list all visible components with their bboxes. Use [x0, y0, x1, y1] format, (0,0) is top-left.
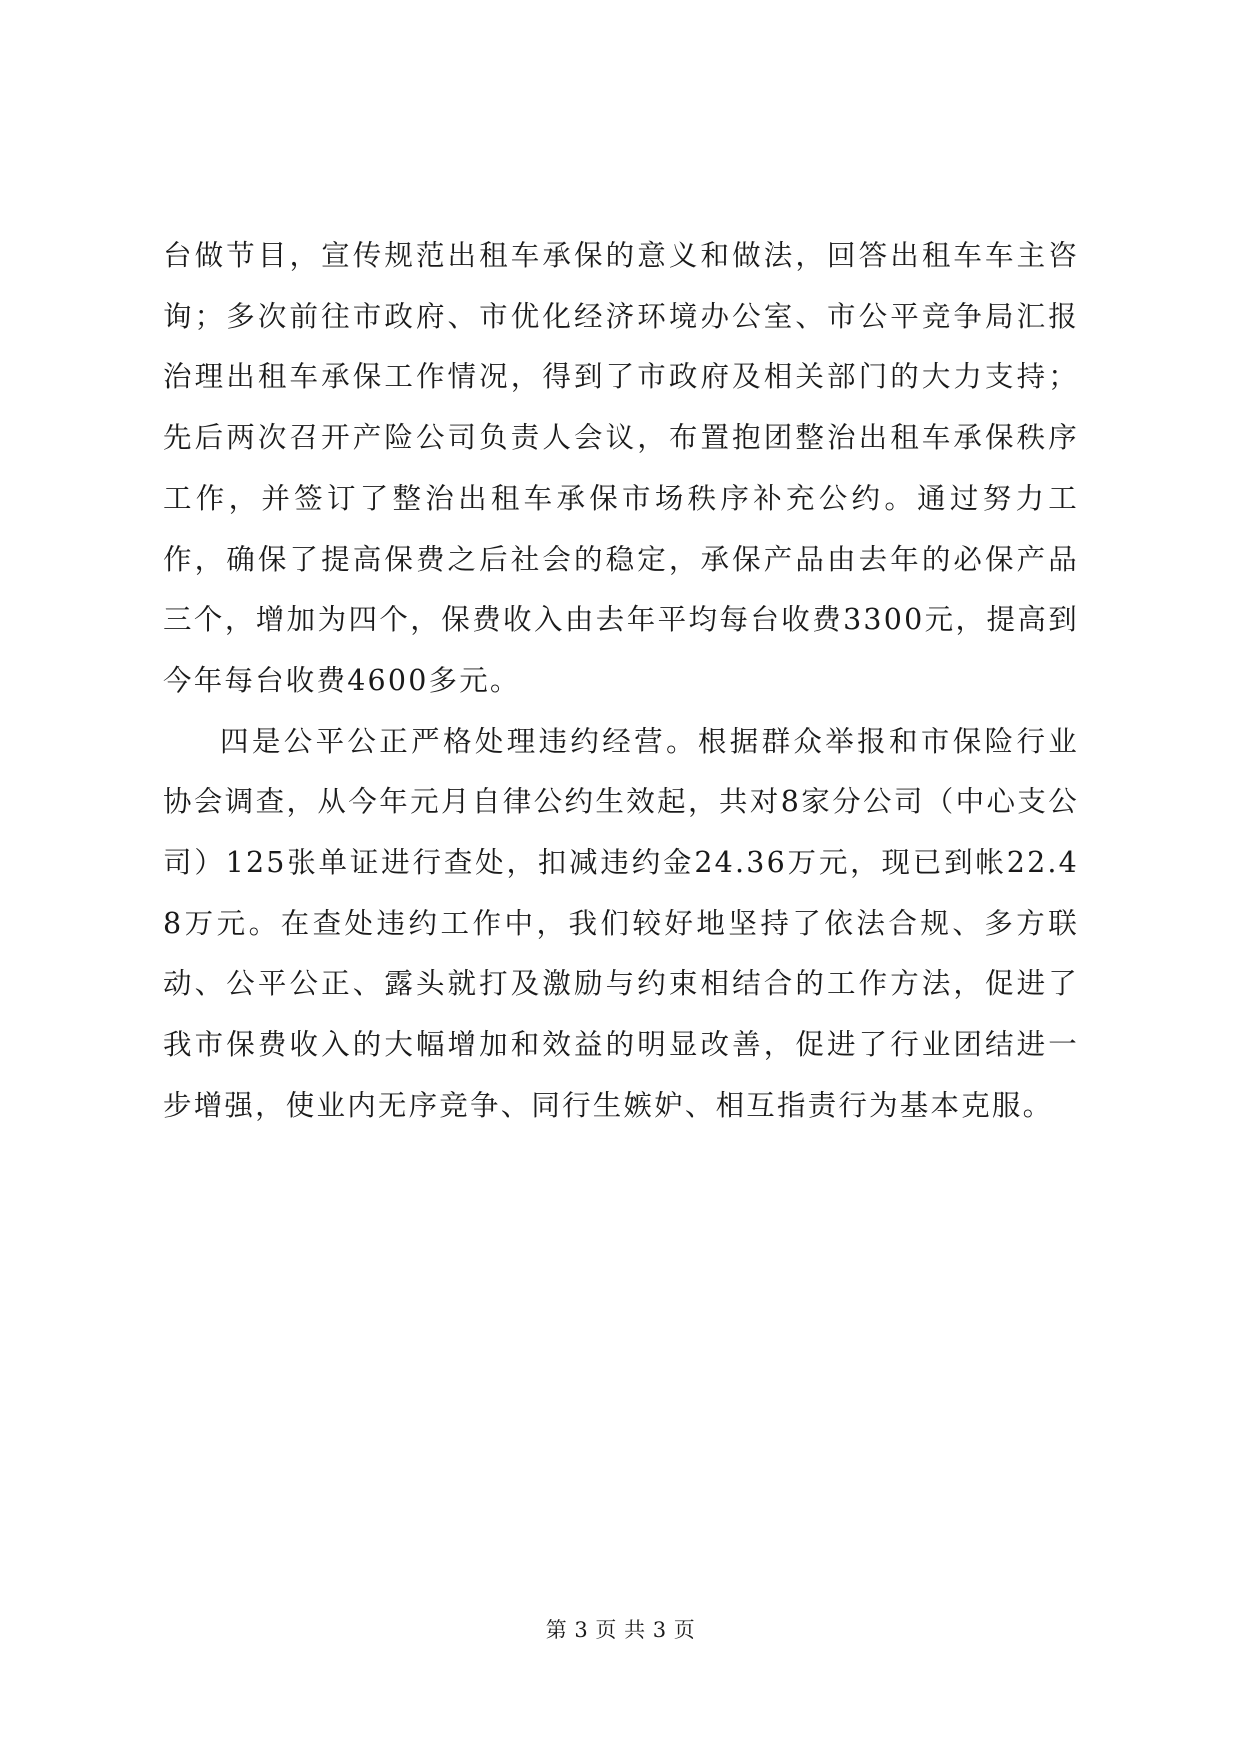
page-footer: 第 3 页 共 3 页 [545, 1618, 696, 1642]
document-body [163, 226, 1079, 1137]
paragraph-section-four: 四是公平公正严格处理违约经营。根据群众举报和市保险行业协会调查，从今年元月自律公约生效起，共对8家分公司（中心支公司）125张单证进行查处，扣减违约金24.36万元，现已到帐22.48万元。在查处违约工作中，我们较好地坚持了依法合规、多方联动、公平公正、露头就打及激励与约束相结合的工作方法，促进了我市保费收入的大幅增加和效益的明显改善，促进了行业团结进一步增强，使业内无序竞争、同行生嫉妒、相互指责行为基本克服。 [163, 724, 1079, 1122]
paragraph-continued: 台做节目，宣传规范出租车承保的意义和做法，回答出租车车主咨询；多次前往市政府、市优化经济环境办公室、市公平竞争局汇报治理出租车承保工作情况，得到了市政府及相关部门的大力支持；先后两次召开产险公司负责人会议，布置抱团整治出租车承保秩序工作，并签订了整治出租车承保市场秩序补充公约。通过努力工作，确保了提高保费之后社会的稳定，承保产品由去年的必保产品三个，增加为四个，保费收入由去年平均每台收费3300元，提高到今年每台收费4600多元。 [163, 239, 1079, 697]
